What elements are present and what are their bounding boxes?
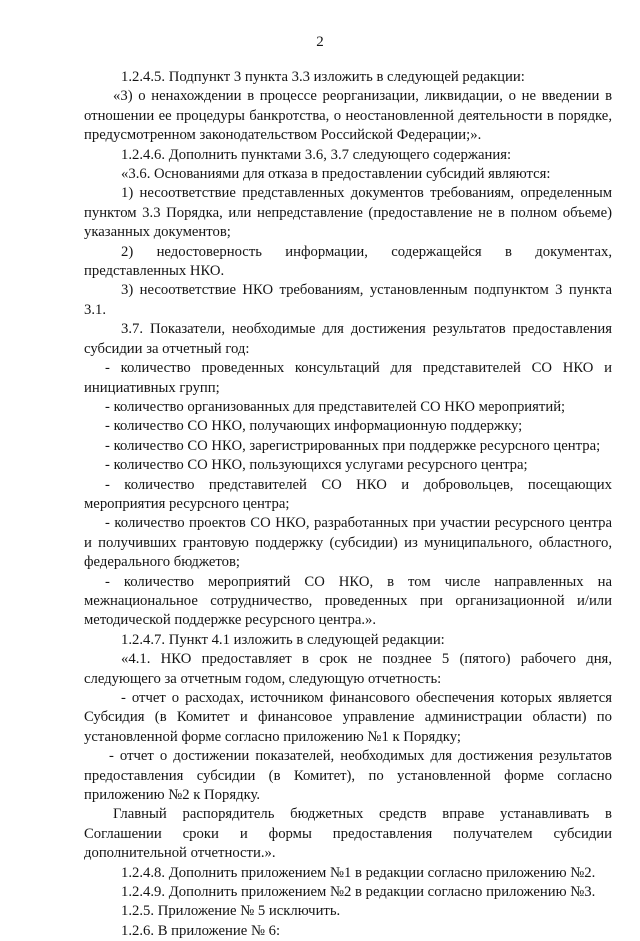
paragraph-4-1: «4.1. НКО предоставляет в срок не позднее 5 (пятого) рабочего дня, следующего за отчетным годом, следующую отчетность: — [84, 651, 612, 687]
indicator-item: - количество СО НКО, пользующихся услугами ресурсного центра; — [105, 457, 528, 474]
indicator-item: - количество проектов СО НКО, разработанных при участии ресурсного центра и получивших грантовую поддержку (субсидии) из муниципального, областного, федерального бюджетов; — [84, 515, 612, 571]
paragraph-3-6-item-2: 2) недостоверность информации, содержащейся в документах, представленных НКО. — [84, 243, 612, 280]
indicator-item: - количество СО НКО, получающих информационную поддержку; — [105, 418, 523, 435]
paragraph-quote-3: «3) о ненахождении в процессе реорганизации, ликвидации, о не введении в отношении ее процедуры банкротства, о неостановленной деятельности в порядке, предусмотренном законодательством Российской Федерации;». — [84, 88, 612, 144]
page-number: 2 — [316, 34, 324, 50]
indicator-item: - количество проведенных консультаций для представителей СО НКО и инициативных групп; — [84, 360, 612, 396]
paragraph-1-2-4-8: 1.2.4.8. Дополнить приложением №1 в редакции согласно приложению №2. — [121, 864, 596, 881]
paragraph-1-2-4-5: 1.2.4.5. Подпункт 3 пункта 3.3 изложить в следующей редакции: — [121, 69, 525, 85]
paragraph-3-6-item-3: 3) несоответствие НКО требованиям, установленным подпунктом 3 пункта 3.1. — [84, 282, 612, 318]
document-body — [84, 68, 612, 941]
report-item: - отчет о расходах, источником финансового обеспечения которых является Субсидия (в Комитет и финансовое управление администрации области) по установленной форме согласно приложению №1 к Порядку; — [84, 690, 612, 745]
paragraph-3-6: «3.6. Основаниями для отказа в предоставлении субсидий являются: — [121, 166, 551, 183]
indicator-item: - количество представителей СО НКО и добровольцев, посещающих мероприятия ресурсного центра; — [84, 476, 612, 512]
paragraph-main-administrator: Главный распорядитель бюджетных средств вправе устанавливать в Соглашении сроки и формы предоставления получателем субсидии дополнительной отчетности.». — [84, 806, 612, 862]
paragraph-1-2-5: 1.2.5. Приложение № 5 исключить. — [121, 903, 341, 920]
paragraph-3-6-item-1: 1) несоответствие представленных документов требованиям, определенным пунктом 3.3 Порядка, или непредставление (предоставление не в полном объеме) указанных документов; — [84, 185, 612, 241]
paragraph-1-2-4-9: 1.2.4.9. Дополнить приложением №2 в редакции согласно приложению №3. — [121, 884, 596, 901]
report-item: - отчет о достижении показателей, необходимых для достижения результатов предоставления субсидии (в Комитет), по установленной форме согласно приложению №2 к Порядку. — [84, 748, 612, 804]
indicator-item: - количество мероприятий СО НКО, в том числе направленных на межнациональное сотрудничество, проведенных при организационной и/или методической поддержке ресурсного центра.». — [84, 573, 612, 629]
indicator-item: - количество СО НКО, зарегистрированных при поддержке ресурсного центра; — [105, 437, 601, 454]
paragraph-1-2-4-6: 1.2.4.6. Дополнить пунктами 3.6, 3.7 следующего содержания: — [121, 146, 512, 163]
paragraph-1-2-4-7: 1.2.4.7. Пункт 4.1 изложить в следующей редакции: — [121, 631, 445, 648]
indicator-item: - количество организованных для представителей СО НКО мероприятий; — [105, 398, 566, 415]
paragraph-3-7: 3.7. Показатели, необходимые для достижения результатов предоставления субсидии за отчетный год: — [84, 321, 612, 357]
paragraph-1-2-6: 1.2.6. В приложение № 6: — [121, 922, 281, 939]
